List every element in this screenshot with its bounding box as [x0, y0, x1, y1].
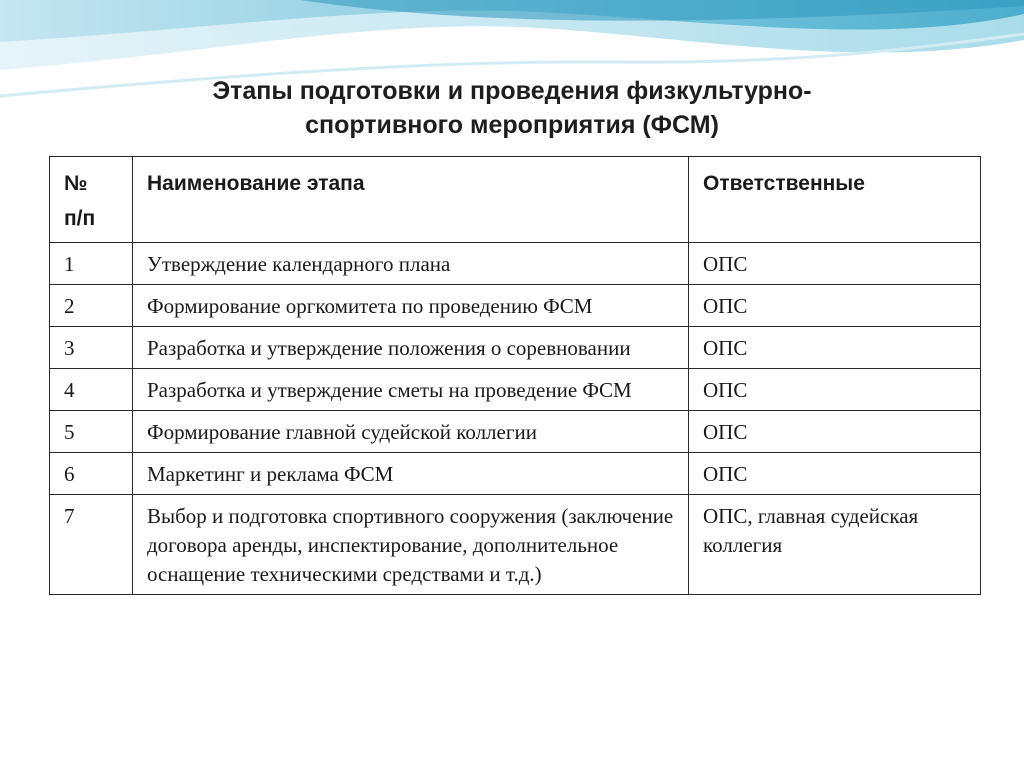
row-number: 5: [50, 411, 133, 453]
table-row: [50, 453, 981, 495]
page-title-line-1: Этапы подготовки и проведения физкультурно-: [212, 77, 812, 105]
table-row: [50, 243, 981, 285]
row-number: 4: [50, 369, 133, 411]
row-stage-name: Утверждение календарного плана: [133, 243, 689, 285]
header-stage-name: Наименование этапа: [133, 157, 689, 243]
row-number: 6: [50, 453, 133, 495]
table-row: [50, 285, 981, 327]
table-row: [50, 327, 981, 369]
header-number: [50, 157, 133, 243]
row-responsible: ОПС: [689, 411, 981, 453]
header-responsible: Ответственные: [689, 157, 981, 243]
table-row: [50, 495, 981, 595]
row-stage-name: Формирование оргкомитета по проведению ФСМ: [133, 285, 689, 327]
row-responsible: ОПС: [689, 369, 981, 411]
row-stage-name: Разработка и утверждение сметы на проведение ФСМ: [133, 369, 689, 411]
header-number-line-1: №: [64, 172, 88, 195]
row-responsible: ОПС: [689, 243, 981, 285]
row-stage-name: Разработка и утверждение положения о соревновании: [133, 327, 689, 369]
table-header-row: [50, 157, 981, 243]
row-responsible: ОПС: [689, 285, 981, 327]
header-number-line-2: п/п: [64, 207, 96, 230]
stages-table: [49, 156, 981, 595]
row-number: 7: [50, 495, 133, 595]
table-row: [50, 411, 981, 453]
row-number: 3: [50, 327, 133, 369]
table-row: [50, 369, 981, 411]
row-stage-name: Маркетинг и реклама ФСМ: [133, 453, 689, 495]
page-title: [60, 74, 964, 142]
row-number: 1: [50, 243, 133, 285]
row-responsible: ОПС, главная судейская коллегия: [689, 495, 981, 595]
row-number: 2: [50, 285, 133, 327]
row-responsible: ОПС: [689, 453, 981, 495]
row-responsible: ОПС: [689, 327, 981, 369]
row-stage-name: Выбор и подготовка спортивного сооружения (заключение договора аренды, инспектирование, дополнительное оснащение техническими средствами и т.д.): [133, 495, 689, 595]
page-title-line-2: спортивного мероприятия (ФСМ): [305, 111, 719, 139]
row-stage-name: Формирование главной судейской коллегии: [133, 411, 689, 453]
